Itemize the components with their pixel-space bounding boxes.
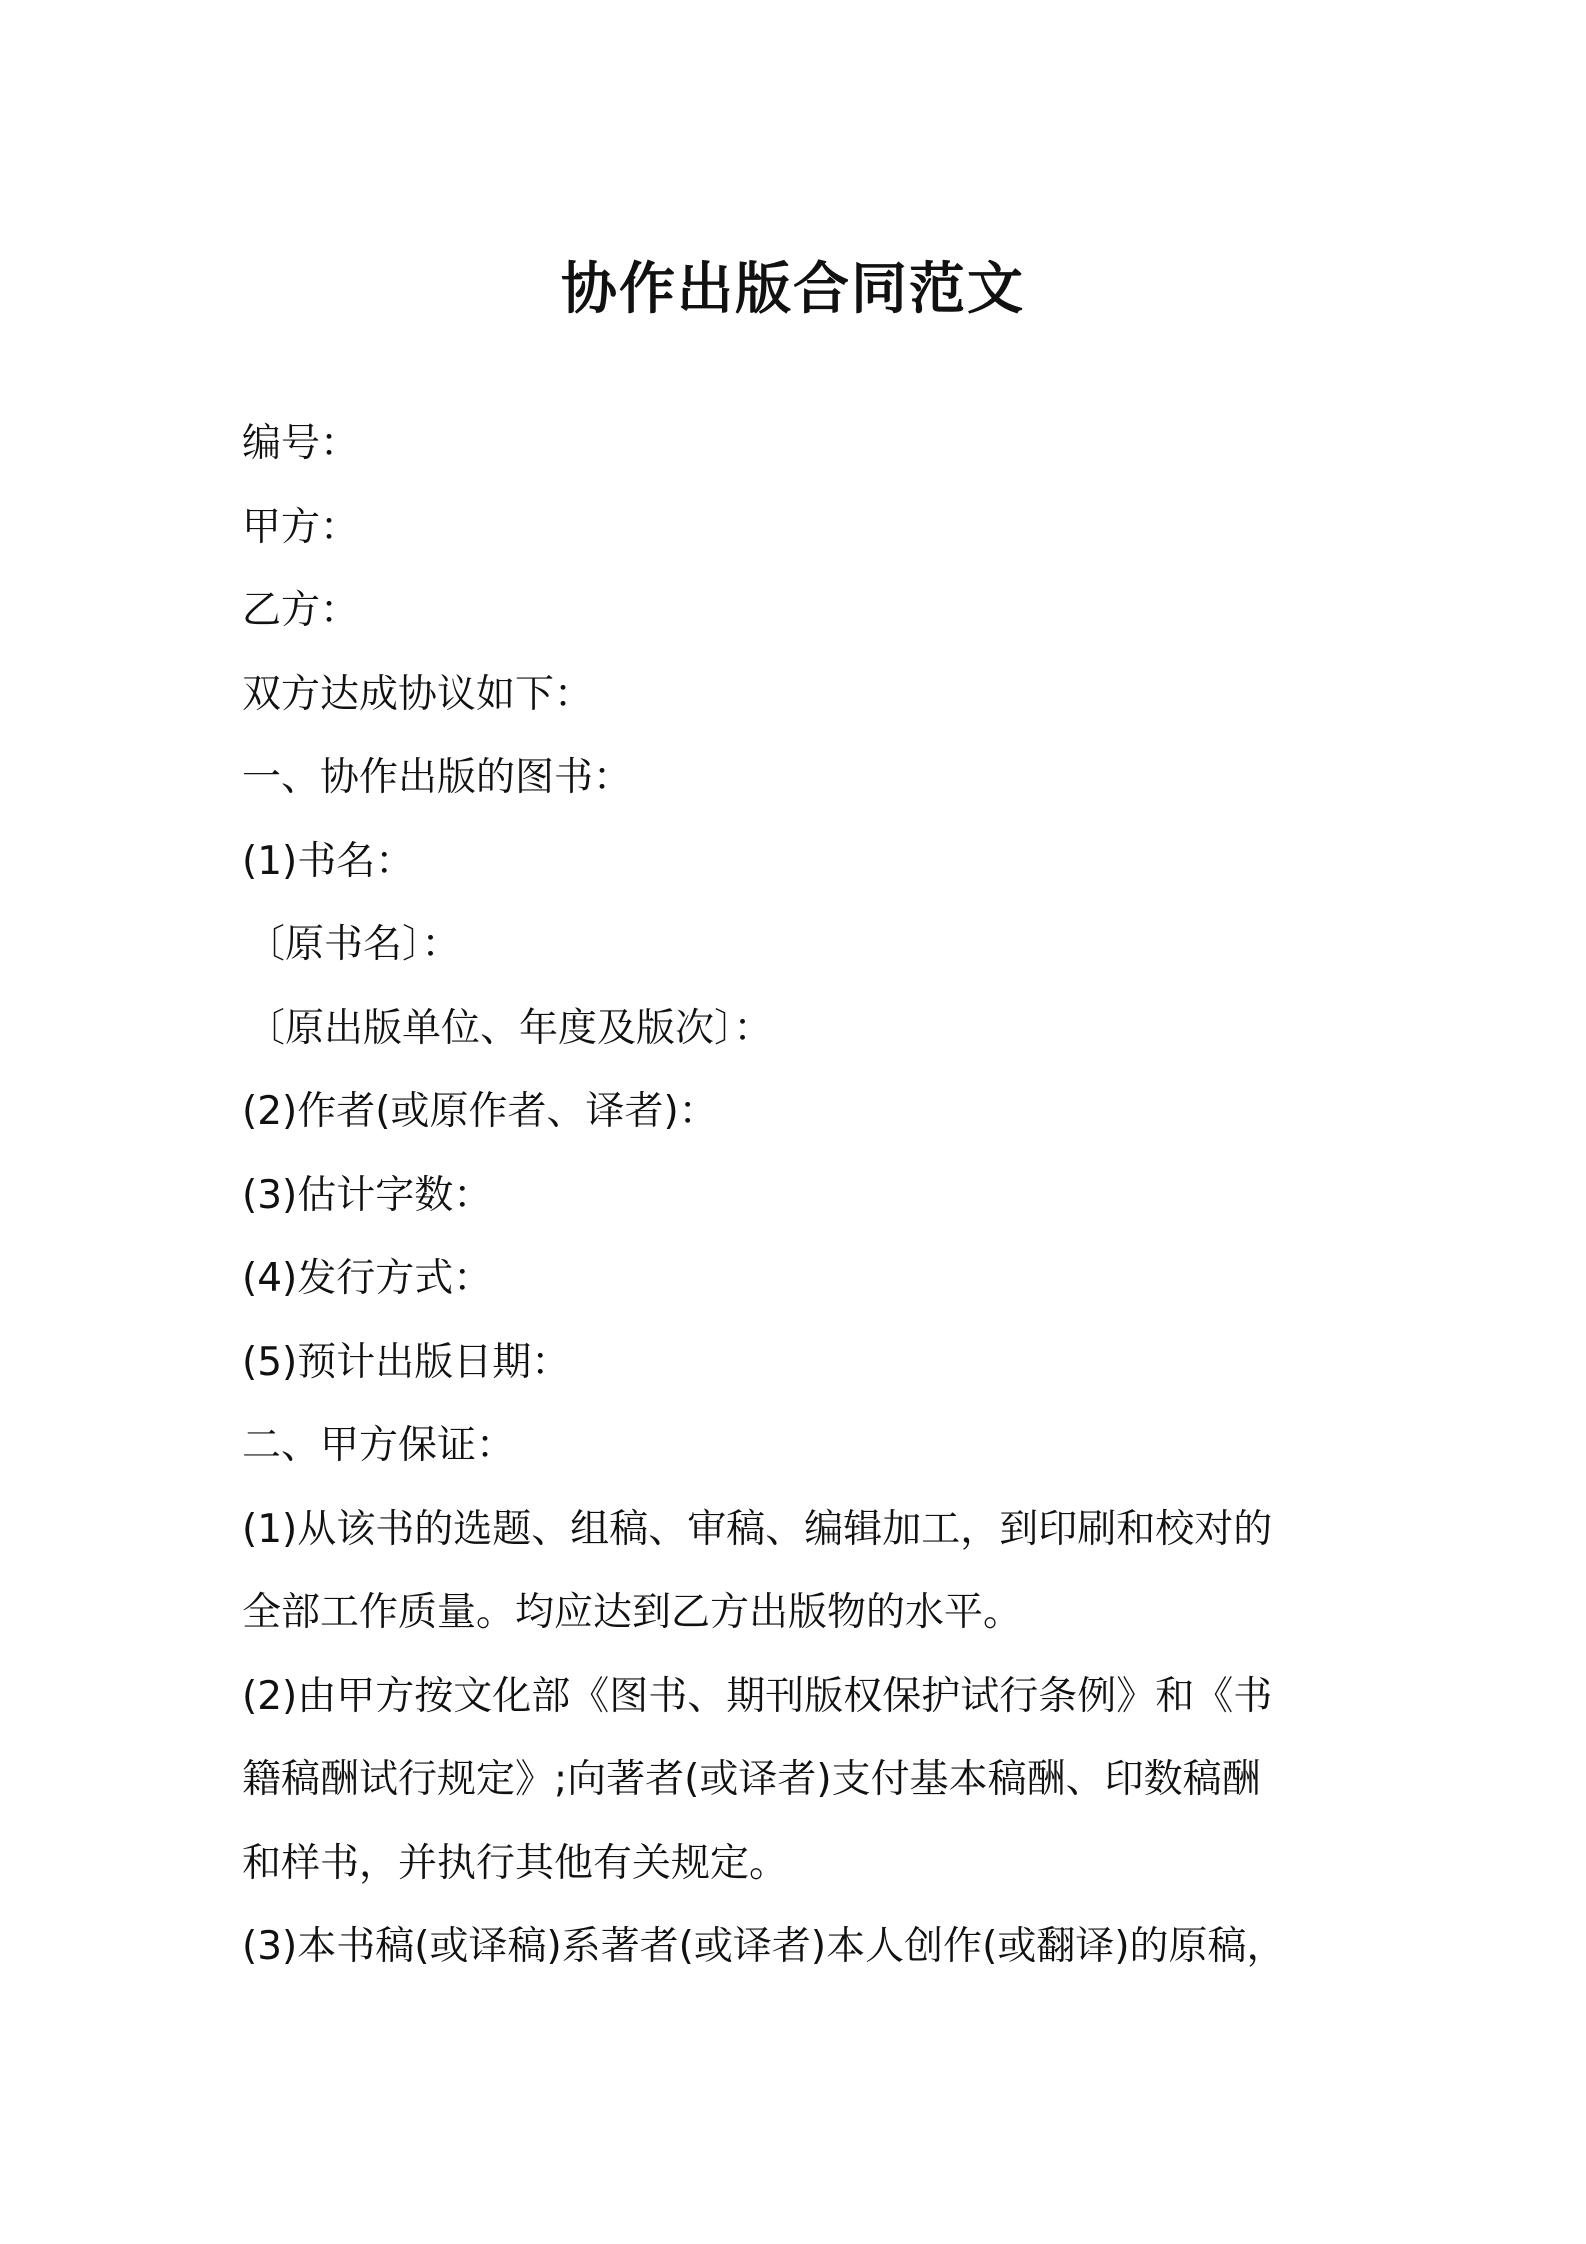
section-heading-2: 二、甲方保证：: [242, 1423, 516, 1468]
field-number: 编号：: [242, 421, 360, 466]
paragraph-line: (1)从该书的选题、组稿、审稿、编辑加工，到印刷和校对的: [242, 1506, 1273, 1552]
item-original-publisher: 〔原出版单位、年度及版次〕：: [246, 1005, 773, 1051]
field-party-b: 乙方：: [242, 588, 360, 633]
section-heading-1: 一、协作出版的图书：: [242, 755, 633, 800]
item-word-count: (3)估计字数：: [242, 1172, 493, 1218]
item-distribution: (4)发行方式：: [242, 1256, 493, 1301]
paragraph-line: (2)由甲方按文化部《图书、期刊版权保护试行条例》和《书: [242, 1673, 1273, 1719]
field-party-a: 甲方：: [242, 504, 360, 550]
item-author: (2)作者(或原作者、译者)：: [242, 1089, 718, 1134]
paragraph-line: 全部工作质量。均应达到乙方出版物的水平。: [242, 1590, 1023, 1635]
item-publish-date: (5)预计出版日期：: [242, 1339, 571, 1385]
paragraph-line: 籍稿酬试行规定》;向著者(或译者)支付基本稿酬、印数稿酬: [242, 1757, 1261, 1802]
paragraph-line: 和样书，并执行其他有关规定。: [242, 1840, 789, 1886]
document-body: [242, 402, 1362, 1989]
item-original-title: 〔原书名〕：: [246, 922, 461, 967]
item-book-title: (1)书名：: [242, 838, 415, 884]
document-title: 协作出版合同范文: [561, 257, 1025, 322]
paragraph-line: (3)本书稿(或译稿)系著者(或译者)本人创作(或翻译)的原稿，: [242, 1924, 1286, 1969]
agreement-intro: 双方达成协议如下：: [242, 671, 594, 717]
